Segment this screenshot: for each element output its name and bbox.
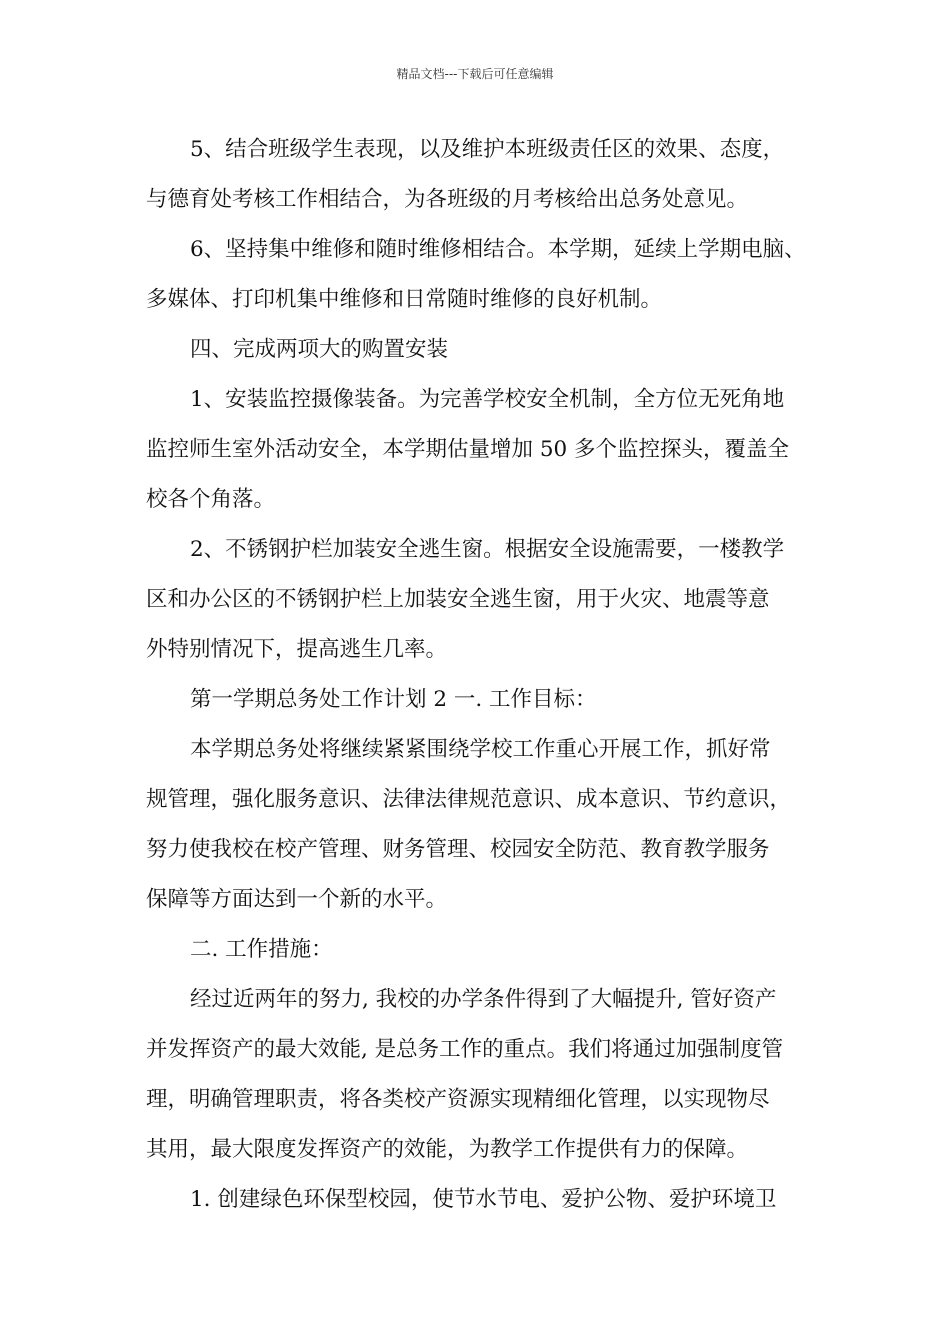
section-heading: 二. 工作措施：: [190, 937, 333, 962]
paragraph-line: 多媒体、打印机集中维修和日常随时维修的良好机制。: [146, 287, 663, 312]
paragraph-line: 1、安装监控摄像装备。为完善学校安全机制，全方位无死角地: [190, 387, 785, 412]
paragraph-line: 努力使我校在校产管理、财务管理、校园安全防范、教育教学服务: [146, 837, 770, 862]
paragraph-line: 2、不锈钢护栏加装安全逃生窗。根据安全设施需要，一楼教学: [190, 537, 785, 562]
paragraph-line: 规管理，强化服务意识、法律法律规范意识、成本意识、节约意识，: [146, 787, 792, 812]
paragraph-line: 外特别情况下，提高逃生几率。: [146, 637, 448, 662]
paragraph-line: 5、结合班级学生表现，以及维护本班级责任区的效果、态度，: [190, 137, 785, 162]
paragraph-line: 理，明确管理职责，将各类校产资源实现精细化管理，以实现物尽: [146, 1087, 770, 1112]
paragraph-line: 其用，最大限度发挥资产的效能，为教学工作提供有力的保障。: [146, 1137, 749, 1162]
paragraph-line: 与德育处考核工作相结合，为各班级的月考核给出总务处意见。: [146, 187, 749, 212]
paragraph-line: 保障等方面达到一个新的水平。: [146, 887, 448, 912]
paragraph-line: 经过近两年的努力, 我校的办学条件得到了大幅提升, 管好资产: [190, 987, 777, 1012]
paragraph-line: 监控师生室外活动安全，本学期估量增加 50 多个监控探头，覆盖全: [146, 437, 790, 462]
paragraph-line: 并发挥资产的最大效能, 是总务工作的重点。我们将通过加强制度管: [146, 1037, 784, 1062]
page-header: 精品文档---下载后可任意编辑: [396, 67, 554, 81]
paragraph-line: 区和办公区的不锈钢护栏上加装安全逃生窗，用于火灾、地震等意: [146, 587, 770, 612]
paragraph-line: 本学期总务处将继续紧紧围绕学校工作重心开展工作，抓好常: [190, 737, 771, 762]
paragraph-line: 校各个角落。: [146, 487, 276, 512]
section-heading: 第一学期总务处工作计划 2 一. 工作目标：: [190, 687, 597, 712]
section-heading: 四、完成两项大的购置安装: [190, 337, 449, 362]
paragraph-line: 1. 创建绿色环保型校园，使节水节电、爱护公物、爱护环境卫: [190, 1187, 777, 1212]
paragraph-line: 6、坚持集中维修和随时维修相结合。本学期，延续上学期电脑、: [190, 237, 806, 262]
